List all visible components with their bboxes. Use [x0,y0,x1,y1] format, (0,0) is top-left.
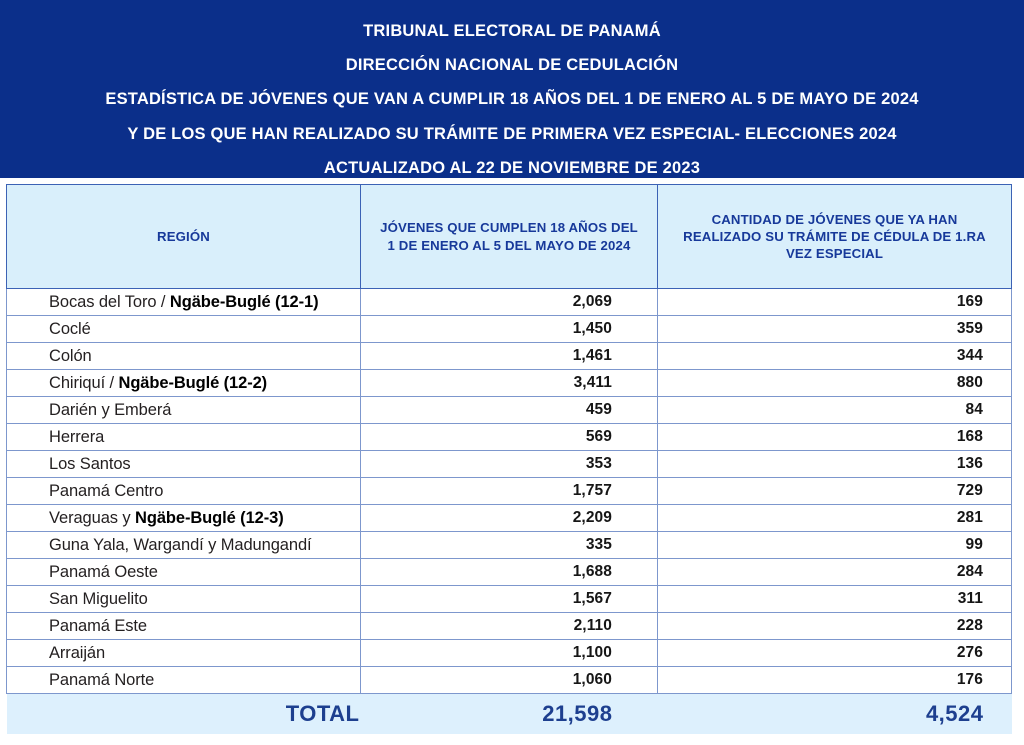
cell-turning-18: 2,110 [361,613,658,640]
table-row [7,478,1012,505]
cell-completed-procedure: 169 [658,289,1012,316]
total-row [7,694,1012,734]
table-row [7,397,1012,424]
total-label: TOTAL [7,694,361,734]
cell-region [7,478,361,505]
total-turning-18: 21,598 [361,694,658,734]
table-row [7,532,1012,559]
cell-region [7,289,361,316]
region-name-plain: Los Santos [49,454,131,473]
table-row [7,640,1012,667]
region-name-plain: Arraiján [49,643,106,662]
cell-region [7,451,361,478]
region-name-plain: Colón [49,346,92,365]
table-row [7,559,1012,586]
cell-region [7,424,361,451]
cell-region [7,559,361,586]
region-name-comarca: Ngäbe-Buglé (12-3) [135,508,284,527]
cell-turning-18: 1,688 [361,559,658,586]
cell-region [7,613,361,640]
banner-line-statistic-subtitle: Y DE LOS QUE HAN REALIZADO SU TRÁMITE DE PRIMERA VEZ ESPECIAL- ELECCIONES 2024 [127,124,897,143]
region-name-comarca: Ngäbe-Buglé (12-1) [169,292,319,311]
region-name-plain: Panamá Centro [49,481,164,500]
cell-completed-procedure: 311 [658,586,1012,613]
cell-turning-18: 569 [361,424,658,451]
region-name-plain: Darién y Emberá [49,400,172,419]
table-footer [7,694,1012,734]
table-row [7,370,1012,397]
cell-region [7,397,361,424]
banner-line-institution: TRIBUNAL ELECTORAL DE PANAMÁ [363,22,661,40]
cell-region [7,667,361,694]
cell-turning-18: 1,757 [361,478,658,505]
cell-turning-18: 2,069 [361,289,658,316]
banner-line-updated-date: ACTUALIZADO AL 22 DE NOVIEMBRE DE 2023 [323,159,701,177]
cell-turning-18: 1,060 [361,667,658,694]
table-row [7,451,1012,478]
total-completed-procedure: 4,524 [658,694,1012,734]
banner-line-statistic-title: ESTADÍSTICA DE JÓVENES QUE VAN A CUMPLIR 18 AÑOS DEL 1 DE ENERO AL 5 DE MAYO DE 2024 [105,90,919,108]
region-name-plain: Bocas del Toro / [49,292,170,311]
banner-line-department: DIRECCIÓN NACIONAL DE CEDULACIÓN [345,55,679,74]
cell-turning-18: 1,100 [361,640,658,667]
cell-turning-18: 459 [361,397,658,424]
table-row [7,289,1012,316]
cell-region [7,532,361,559]
region-name-plain: Panamá Oeste [49,562,158,581]
cell-completed-procedure: 136 [658,451,1012,478]
cell-completed-procedure: 344 [658,343,1012,370]
column-header-turning-18: JÓVENES QUE CUMPLEN 18 AÑOS DEL 1 DE ENERO AL 5 DEL MAYO DE 2024 [361,185,658,289]
cell-turning-18: 1,450 [361,316,658,343]
cell-turning-18: 353 [361,451,658,478]
cell-completed-procedure: 99 [658,532,1012,559]
cell-region [7,343,361,370]
region-name-plain: Panamá Este [49,616,147,635]
region-name-plain: Panamá Norte [49,670,155,689]
table-row [7,667,1012,694]
region-name-plain: Chiriquí / [49,373,119,392]
cell-region [7,370,361,397]
cell-completed-procedure: 284 [658,559,1012,586]
cell-turning-18: 1,461 [361,343,658,370]
region-name-plain: Coclé [49,319,91,338]
table-row [7,343,1012,370]
document-header-banner [0,0,1024,178]
table-header [7,185,1012,289]
column-header-completed-procedure: CANTIDAD DE JÓVENES QUE YA HAN REALIZADO SU TRÁMITE DE CÉDULA DE 1.RA VEZ ESPECIAL [658,185,1012,289]
table-body [7,289,1012,694]
statistics-table [6,184,1012,734]
cell-turning-18: 1,567 [361,586,658,613]
cell-turning-18: 335 [361,532,658,559]
cell-completed-procedure: 276 [658,640,1012,667]
table-header-row [7,185,1012,289]
region-name-plain: San Miguelito [49,589,148,608]
cell-completed-procedure: 84 [658,397,1012,424]
table-row [7,586,1012,613]
table-row [7,316,1012,343]
column-header-region: REGIÓN [7,185,361,289]
cell-completed-procedure: 228 [658,613,1012,640]
region-name-plain: Herrera [49,427,105,446]
cell-completed-procedure: 359 [658,316,1012,343]
cell-completed-procedure: 880 [658,370,1012,397]
table-row [7,505,1012,532]
region-name-plain: Veraguas y [49,508,136,527]
cell-completed-procedure: 729 [658,478,1012,505]
cell-completed-procedure: 281 [658,505,1012,532]
cell-turning-18: 2,209 [361,505,658,532]
table-row [7,613,1012,640]
cell-turning-18: 3,411 [361,370,658,397]
cell-region [7,505,361,532]
cell-region [7,316,361,343]
cell-region [7,640,361,667]
statistics-sheet [0,178,1024,745]
table-row [7,424,1012,451]
cell-completed-procedure: 168 [658,424,1012,451]
region-name-comarca: Ngäbe-Buglé (12-2) [118,373,268,392]
cell-region [7,586,361,613]
cell-completed-procedure: 176 [658,667,1012,694]
region-name-plain: Guna Yala, Wargandí y Madungandí [49,535,312,554]
